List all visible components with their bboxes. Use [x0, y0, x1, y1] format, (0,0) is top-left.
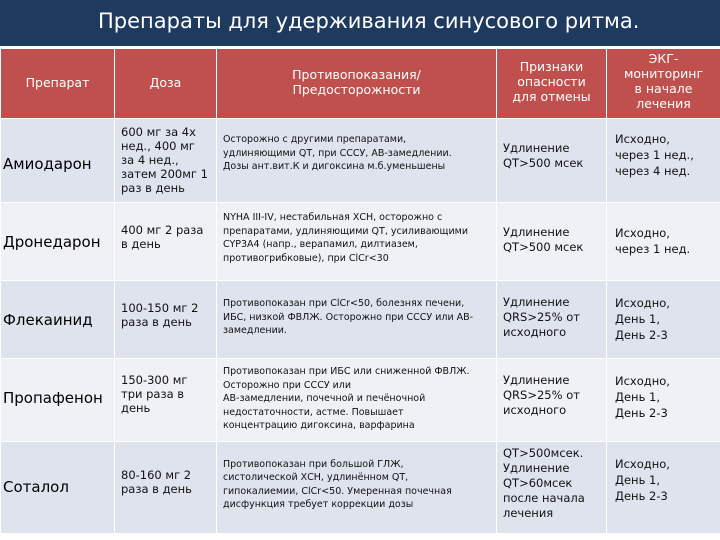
contraindications-cell: Противопоказан при большой ГЛЖ, систолической ХСН, удлинённом QT, гипокалиемии, ClCr<50. Умеренная почечная дисфункция требует коррекции дозы — [217, 441, 497, 533]
drug-cell: Пропафенон — [1, 359, 115, 442]
ecg-cell: Исходно, День 1, День 2-3 — [607, 441, 720, 533]
danger-signs-cell: Удлинение QRS>25% от исходного — [497, 281, 607, 359]
page-title: Препараты для удерживания синусового ритма. — [98, 9, 640, 33]
ecg-cell: Исходно, через 1 нед., через 4 нед. — [607, 119, 720, 203]
dose-cell: 600 мг за 4х нед., 400 мг за 4 нед., затем 200мг 1 раз в день — [115, 119, 217, 203]
drug-cell: Амиодарон — [1, 119, 115, 203]
contraindications-cell: Противопоказан при ClCr<50, болезнях печени, ИБС, низкой ФВЛЖ. Осторожно при СССУ или АВ- замедлении. — [217, 281, 497, 359]
header-dose: Доза — [115, 49, 217, 119]
ecg-cell: Исходно, День 1, День 2-3 — [607, 359, 720, 442]
table-row — [1, 441, 720, 533]
dose-cell: 150-300 мг три раза в день — [115, 359, 217, 442]
contraindications-cell: Противопоказан при ИБС или сниженной ФВЛЖ. Осторожно при СССУ или АВ-замедлении, почечной и печёночной недостаточности, астме. Повышает концентрацию дигоксина, варфарина — [217, 359, 497, 442]
header-contraindications: Противопоказания/ Предосторожности — [217, 49, 497, 119]
drug-table — [0, 48, 720, 534]
ecg-cell: Исходно, через 1 нед. — [607, 203, 720, 281]
header-danger-signs: Признаки опасности для отмены — [497, 49, 607, 119]
danger-signs-cell: Удлинение QT>500 мсек — [497, 119, 607, 203]
dose-cell: 100-150 мг 2 раза в день — [115, 281, 217, 359]
danger-signs-cell: Удлинение QRS>25% от исходного — [497, 359, 607, 442]
contraindications-cell: Осторожно с другими препаратами, удлиняющими QT, при СССУ, АВ-замедлении. Дозы ант.вит.К и дигоксина м.б.уменьшены — [217, 119, 497, 203]
dose-cell: 400 мг 2 раза в день — [115, 203, 217, 281]
table-row — [1, 281, 720, 359]
header-row — [1, 49, 720, 119]
table-row — [1, 119, 720, 203]
danger-signs-cell: QT>500мсек. Удлинение QT>60мсек после начала лечения — [497, 441, 607, 533]
contraindications-cell: NYHA III-IV, нестабильная ХСН, осторожно с препаратами, удлиняющими QT, усиливающими CYP3A4 (напр., верапамил, дилтиазем, противогрибковые), при ClCr<30 — [217, 203, 497, 281]
header-ecg-monitoring: ЭКГ- мониторинг в начале лечения — [607, 49, 720, 119]
table-row — [1, 359, 720, 442]
title-bar — [0, 0, 720, 46]
drug-cell: Соталол — [1, 441, 115, 533]
header-drug: Препарат — [1, 49, 115, 119]
drug-cell: Дронедарон — [1, 203, 115, 281]
ecg-cell: Исходно, День 1, День 2-3 — [607, 281, 720, 359]
danger-signs-cell: Удлинение QT>500 мсек — [497, 203, 607, 281]
dose-cell: 80-160 мг 2 раза в день — [115, 441, 217, 533]
table-row — [1, 203, 720, 281]
drug-cell: Флекаинид — [1, 281, 115, 359]
